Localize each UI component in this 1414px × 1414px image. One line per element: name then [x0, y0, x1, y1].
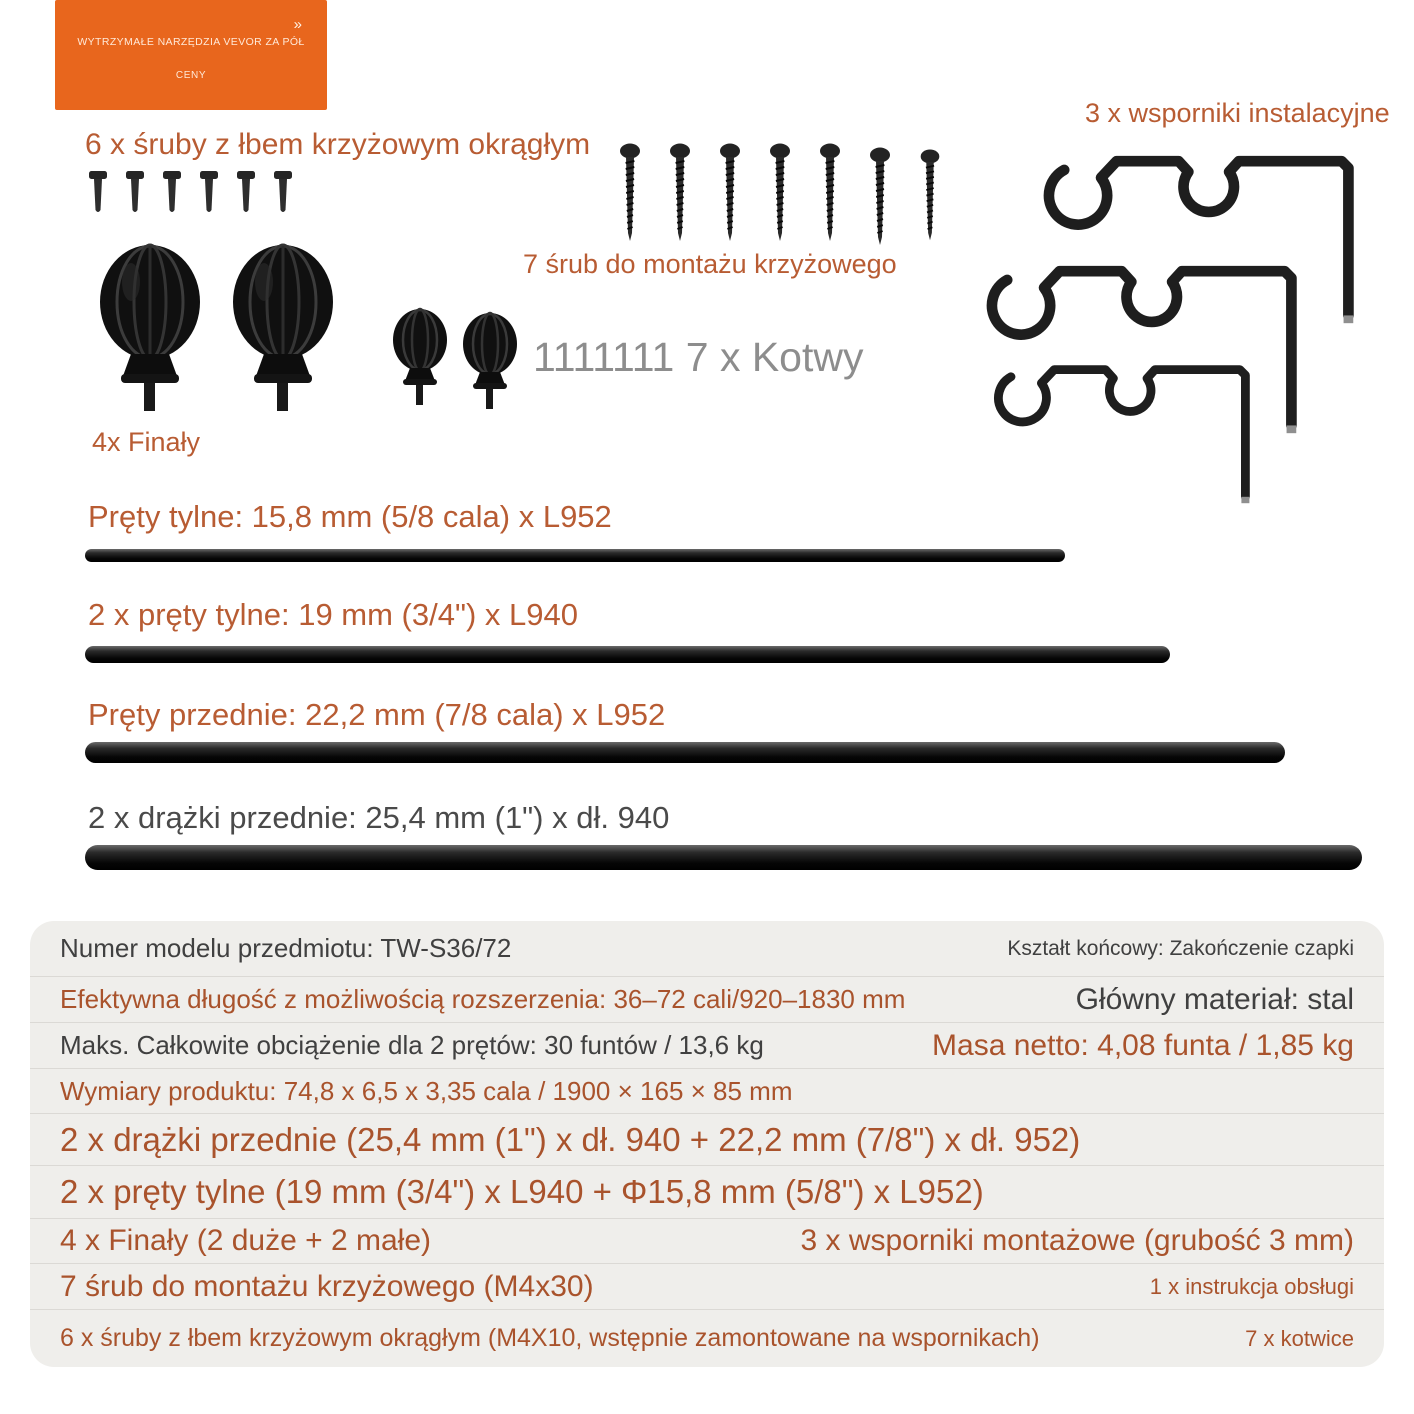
- brand-logo-text-line2: CENY: [175, 70, 207, 81]
- spec-row: [30, 1166, 1384, 1219]
- brackets-label: 3 x wsporniki instalacyjne: [1085, 98, 1390, 128]
- mounting-screw-icon: [818, 143, 842, 245]
- finials-label: 4x Finały: [92, 427, 201, 457]
- chevron-right-icon: »: [293, 16, 302, 33]
- spec-left: 2 x drążki przednie (25,4 mm (1") x dł. 940 + 22,2 mm (7/8") x dł. 952): [60, 1120, 1081, 1158]
- spec-row: [30, 1023, 1384, 1069]
- screw-icon: [88, 170, 108, 216]
- spec-row: [30, 1219, 1384, 1264]
- finial-large-icon: [95, 242, 205, 414]
- screw-icon: [125, 170, 145, 216]
- brand-logo: [55, 0, 327, 110]
- mounting-screw-icon: [768, 143, 792, 245]
- spec-row: [30, 1114, 1384, 1166]
- spec-left: Maks. Całkowite obciążenie dla 2 prętów: 30 funtów / 13,6 kg: [60, 1030, 764, 1060]
- spec-right: Kształt końcowy: Zakończenie czapki: [1007, 936, 1354, 960]
- spec-left: Wymiary produktu: 74,8 x 6,5 x 3,35 cala / 1900 × 165 × 85 mm: [60, 1075, 793, 1106]
- spec-left: 6 x śruby z łbem krzyżowym okrągłym (M4X10, wstępnie zamontowane na wspornikach): [60, 1324, 1040, 1352]
- screw-icon: [236, 170, 256, 216]
- bracket-icon: [958, 348, 1288, 508]
- spec-right: Główny materiał: stal: [1075, 982, 1354, 1016]
- spec-row: [30, 921, 1384, 977]
- spec-left: Efektywna długość z możliwością rozszerzenia: 36–72 cali/920–1830 mm: [60, 984, 906, 1014]
- finial-large-icon: [228, 242, 338, 414]
- spec-right: 3 x wsporniki montażowe (grubość 3 mm): [800, 1224, 1354, 1257]
- screw-icon: [199, 170, 219, 216]
- spec-right: 7 x kotwice: [1245, 1325, 1354, 1351]
- screw-icon: [273, 170, 293, 216]
- spec-left: 4 x Finały (2 duże + 2 małe): [60, 1224, 432, 1257]
- spec-left: 2 x pręty tylne (19 mm (3/4") x L940 + Φ15,8 mm (5/8") x L952): [60, 1173, 984, 1210]
- small-screws-group: [88, 170, 293, 216]
- mounting-screw-icon: [668, 143, 692, 245]
- rod-bar: [85, 549, 1065, 562]
- spec-row: [30, 977, 1384, 1023]
- spec-left: 7 śrub do montażu krzyżowego (M4x30): [60, 1269, 594, 1303]
- mounting-screw-icon: [618, 143, 642, 245]
- mounting-screw-icon: [718, 143, 742, 245]
- small-screws-label: 6 x śruby z łbem krzyżowym okrągłym: [85, 128, 591, 161]
- anchors-caption: 1111111 7 x Kotwy: [533, 334, 864, 380]
- rod-label: Pręty przednie: 22,2 mm (7/8 cala) x L952: [88, 697, 666, 732]
- rod-bar: [85, 646, 1170, 663]
- spec-row: [30, 1264, 1384, 1310]
- spec-left: Numer modelu przedmiotu: TW-S36/72: [60, 933, 512, 963]
- mounting-screws-label: 7 śrub do montażu krzyżowego: [523, 249, 897, 279]
- spec-row: [30, 1310, 1384, 1367]
- mounting-screw-icon: [868, 147, 892, 249]
- spec-row: [30, 1069, 1384, 1114]
- brand-logo-text-line1: WYTRZYMAŁE NARZĘDZIA VEVOR ZA PÓŁ: [77, 36, 305, 48]
- screw-icon: [162, 170, 182, 216]
- spec-table: [30, 921, 1384, 1367]
- finial-small-icon: [458, 310, 522, 414]
- mounting-screws-group: [618, 143, 942, 249]
- rod-bar: [85, 845, 1362, 870]
- spec-right: Masa netto: 4,08 funta / 1,85 kg: [932, 1028, 1354, 1062]
- spec-right: 1 x instrukcja obsługi: [1149, 1273, 1354, 1299]
- rod-label: 2 x pręty tylne: 19 mm (3/4") x L940: [88, 597, 578, 632]
- rod-label: 2 x drążki przednie: 25,4 mm (1") x dł. 940: [88, 800, 670, 835]
- rod-bar: [85, 742, 1285, 763]
- mounting-screw-icon: [918, 149, 942, 244]
- finial-small-icon: [388, 306, 452, 410]
- rod-label: Pręty tylne: 15,8 mm (5/8 cala) x L952: [88, 499, 612, 534]
